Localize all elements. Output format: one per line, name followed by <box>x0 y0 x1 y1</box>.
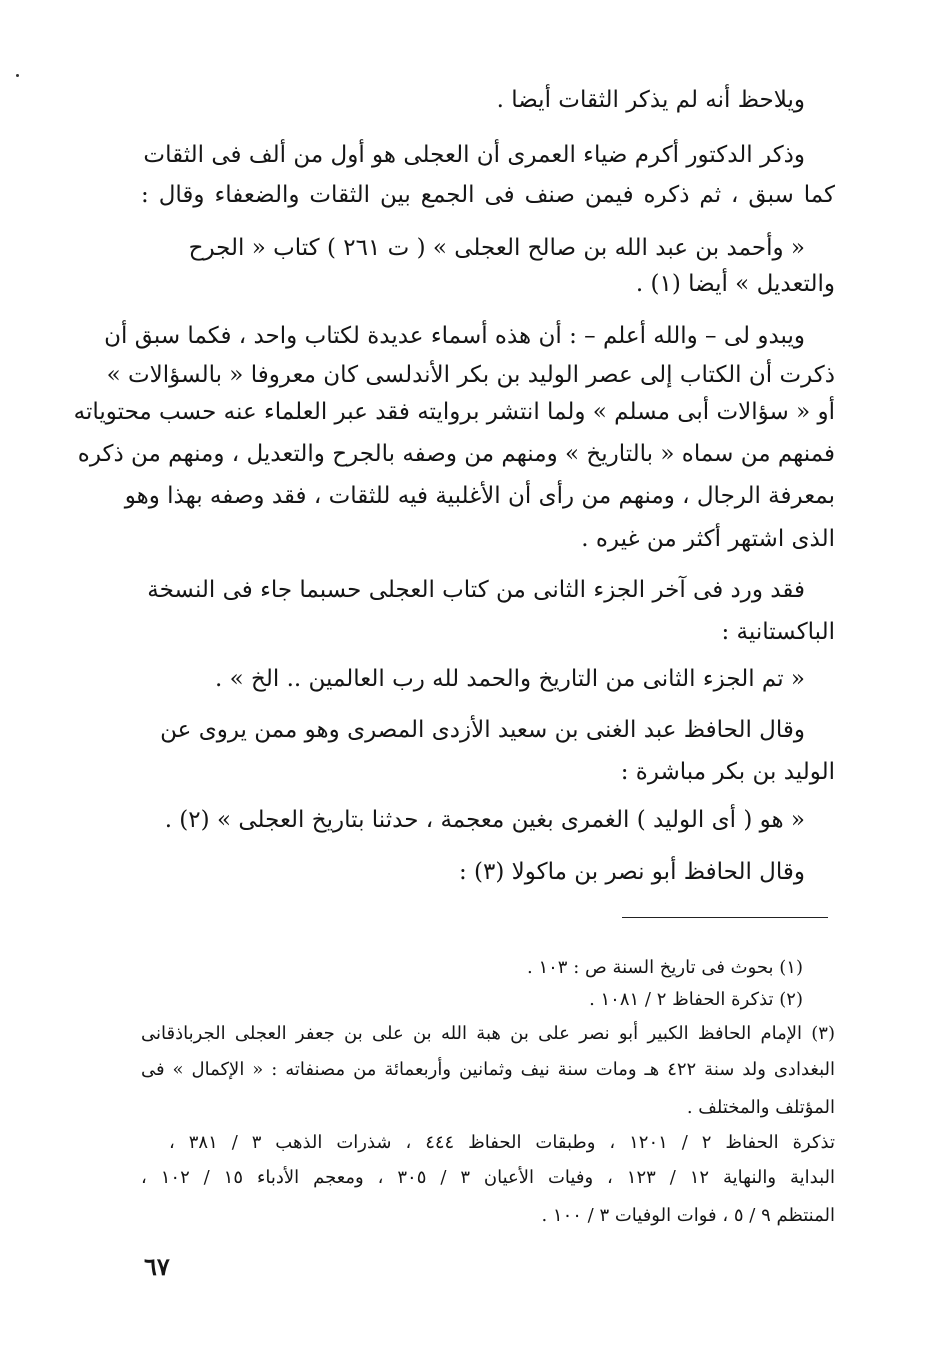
footnote-line: البغدادى ولد سنة ٤٢٢ هـ ومات سنة نيف وثمانين وأربعمائة من مصنفاته : « الإكمال » فى <box>141 1059 835 1080</box>
footnote-line: (٢) تذكرة الحفاظ ٢ / ١٠٨١ . <box>589 989 803 1010</box>
paragraph-line: بمعرفة الرجال ، ومنهم من رأى أن الأغلبية فيه للثقات ، فقد وصفه بهذا وهو <box>124 483 835 509</box>
paragraph-line: ذكرت أن الكتاب إلى عصر الوليد بن بكر الأندلسى كان معروفا « بالسؤالات » <box>106 362 835 388</box>
paragraph-line: وقال الحافظ أبو نصر بن ماكولا (٣) : <box>458 859 805 885</box>
page-number: ٦٧ <box>144 1252 170 1281</box>
paragraph-line: الذى اشتهر أكثر من غيره . <box>581 526 835 552</box>
quote-line: « وأحمد بن عبد الله بن صالح العجلى » ( ت ٢٦١ ) كتاب « الجرح <box>188 235 805 261</box>
footnote-line: تذكرة الحفاظ ٢ / ١٢٠١ ، وطبقات الحفاظ ٤٤٤ ، شذرات الذهب ٣ / ٣٨١ ، <box>169 1132 835 1153</box>
paragraph-line: فمنهم من سماه « بالتاريخ » ومنهم من وصفه بالجرح والتعديل ، ومنهم من ذكره <box>77 441 835 467</box>
paragraph-line: أو « سؤالات أبى مسلم » ولما انتشر بروايته فقد عبر العلماء عنه حسب محتوياته <box>73 399 835 425</box>
footnote-separator <box>622 917 828 918</box>
paragraph-line: وذكر الدكتور أكرم ضياء العمرى أن العجلى هو أول من ألف فى الثقات <box>143 142 805 168</box>
paragraph-line: كما سبق ، ثم ذكره فيمن صنف فى الجمع بين الثقات والضعفاء وقال : <box>141 182 835 208</box>
paragraph-line: الباكستانية : <box>721 619 835 645</box>
footnote-line: المنتظم ٩ / ٥ ، فوات الوفيات ٣ / ١٠٠ . <box>541 1205 835 1226</box>
footnote-line: (١) بحوث فى تاريخ السنة ص : ١٠٣ . <box>527 957 803 978</box>
quote-line: « هو ( أى الوليد ) الغمرى بغين معجمة ، حدثنا بتاريخ العجلى » (٢) . <box>164 807 805 833</box>
paragraph-line: ويلاحظ أنه لم يذكر الثقات أيضا . <box>496 87 805 113</box>
paragraph-line: الوليد بن بكر مباشرة : <box>620 759 835 785</box>
footnote-line: المؤتلف والمختلف . <box>686 1097 835 1118</box>
paragraph-line: فقد ورد فى آخر الجزء الثانى من كتاب العجلى حسبما جاء فى النسخة <box>147 577 805 603</box>
quote-line: والتعديل » أيضا (١) . <box>635 271 835 297</box>
quote-line: « تم الجزء الثانى من التاريخ والحمد لله رب العالمين .. الخ » . <box>215 666 805 692</box>
paragraph-line: ويبدو لى – والله أعلم – : أن هذه أسماء عديدة لكتاب واحد ، فكما سبق أن <box>104 323 805 349</box>
footnote-line: (٣) الإمام الحافظ الكبير أبو نصر على بن هبة الله بن على بن جعفر العجلى الجرباذقانى <box>141 1023 835 1044</box>
scan-speck <box>16 74 19 77</box>
footnote-line: البداية والنهاية ١٢ / ١٢٣ ، وفيات الأعيان ٣ / ٣٠٥ ، ومعجم الأدباء ١٥ / ١٠٢ ، <box>141 1167 836 1188</box>
paragraph-line: وقال الحافظ عبد الغنى بن سعيد الأزدى المصرى وهو ممن يروى عن <box>160 717 805 743</box>
